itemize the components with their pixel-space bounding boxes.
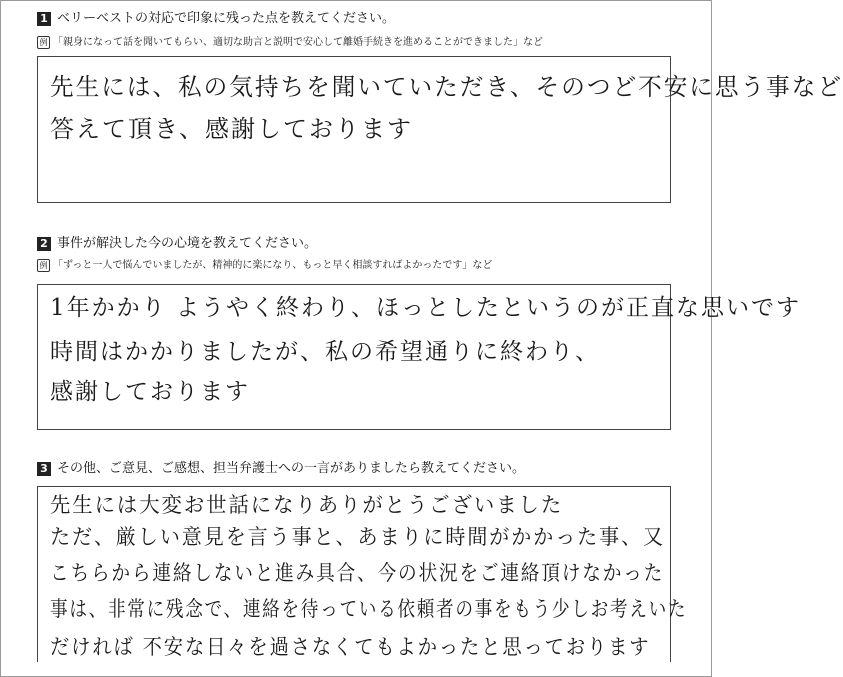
section-2-question-text: 事件が解決した今の心境を教えてください。 [57, 236, 318, 251]
section-3-question-text: その他、ご意見、ご感想、担当弁護士への一言がありましたら教えてください。 [57, 461, 526, 476]
section-1-answer-line: 先生には、私の気持ちを聞いていただき、そのつど不安に思う事など [50, 73, 843, 101]
section-1-question [37, 11, 395, 27]
section-2-question [37, 236, 317, 252]
section-1-question-text: ベリーベストの対応で印象に残った点を教えてください。 [57, 11, 396, 26]
section-2-example [37, 259, 492, 272]
section-3-answer-line: だければ 不安な日々を過さなくてもよかったと思っております [50, 635, 651, 659]
section-3-answer-box [37, 486, 688, 662]
section-1-example [37, 36, 543, 49]
section-1-answer-line: 答えて頂き、感謝しております [50, 115, 414, 143]
section-1-answer-box [37, 56, 843, 203]
example-mark: 例 [37, 36, 50, 49]
section-2-answer-line: 1年かかり ようやく終わり、ほっとしたというのが正直な思いです [50, 295, 801, 321]
section-3-answer-line: 先生には大変お世話になりありがとうございました [50, 493, 564, 517]
section-2-example-text: 「ずっと一人で悩んでいましたが、精神的に楽になり、もっと早く相談すればよかったです」など [53, 260, 493, 271]
section-3-answer-line: 事は、非常に残念で、連絡を待っている依頼者の事をもう少しお考えいた [50, 597, 688, 621]
section-1-number: 1 [37, 12, 51, 26]
section-3-number: 3 [37, 462, 51, 476]
section-1-example-text: 「親身になって話を聞いてもらい、適切な助言と説明で安心して離婚手続きを進めることができました」など [53, 37, 543, 48]
example-mark: 例 [37, 259, 50, 272]
section-2-answer-box [37, 284, 801, 430]
section-3-question [37, 461, 525, 477]
section-3-answer-line: ただ、厳しい意見を言う事と、あまりに時間がかかった事、又 [50, 525, 666, 549]
section-2-number: 2 [37, 237, 51, 251]
section-2-answer-line: 感謝しております [50, 379, 250, 405]
section-3-answer-line: こちらから連絡しないと進み具合、今の状況をご連絡頂けなかった [50, 561, 665, 585]
section-2-answer-line: 時間はかかりましたが、私の希望通りに終わり、 [50, 339, 600, 365]
